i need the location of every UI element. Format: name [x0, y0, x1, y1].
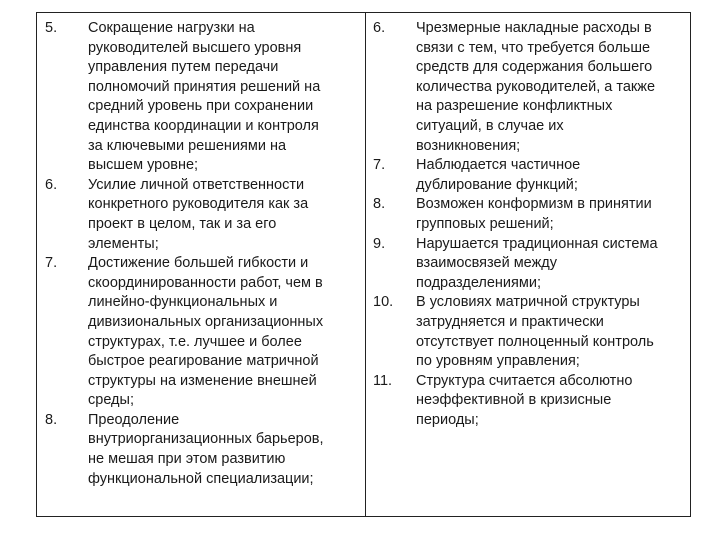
text-line: В условиях матричной структуры	[416, 294, 640, 311]
comparison-table	[36, 12, 691, 517]
text-line: Усилие личной ответственности	[88, 176, 305, 193]
text-line: связи с тем, что требуется больше	[416, 39, 651, 56]
text-line: структуры на изменение внешней	[88, 372, 317, 389]
text-line: на разрешение конфликтных	[416, 98, 613, 115]
text-line: конкретного руководителя как за	[88, 196, 309, 213]
text-line: ситуаций, в случае их	[416, 117, 564, 134]
text-line: средств для содержания большего	[416, 59, 653, 76]
list-item	[37, 411, 365, 489]
text-line: Чрезмерные накладные расходы в	[416, 20, 652, 36]
text-line: подразделениями;	[416, 274, 541, 291]
text-line: внутриорганизационных барьеров,	[88, 431, 324, 448]
text-line: полномочий принятия решений на	[88, 78, 321, 95]
item-text	[416, 19, 686, 156]
text-line: отсутствует полноценный контроль	[416, 333, 654, 350]
text-line: Нарушается традиционная система	[416, 235, 658, 252]
item-text	[88, 411, 358, 489]
item-number: 6.	[45, 176, 58, 193]
item-number: 11.	[373, 372, 393, 389]
list-item	[366, 372, 691, 431]
text-line: дивизиональных организационных	[88, 313, 324, 330]
text-line: управления путем передачи	[88, 59, 279, 76]
list-item	[37, 176, 365, 254]
item-text	[88, 19, 358, 176]
text-line: проект в целом, так и за его	[88, 215, 277, 232]
item-text	[416, 156, 686, 195]
item-text	[88, 176, 358, 254]
item-number: 7.	[45, 255, 58, 272]
list-item	[366, 195, 691, 234]
item-number: 10.	[373, 294, 394, 311]
text-line: быстрое реагирование матричной	[88, 353, 319, 370]
list-item	[37, 254, 365, 411]
text-line: высшем уровне;	[88, 157, 199, 174]
advantages-column	[37, 19, 365, 489]
text-line: затрудняется и практически	[416, 313, 604, 330]
list-item	[366, 156, 691, 195]
text-line: единства координации и контроля	[88, 117, 319, 134]
text-line: структурах, т.е. лучшее и более	[88, 333, 302, 350]
item-number: 8.	[45, 411, 58, 428]
list-item	[37, 19, 365, 176]
text-line: за ключевыми решениями на	[88, 137, 287, 154]
text-line: средний уровень при сохранении	[88, 98, 314, 115]
item-number: 5.	[45, 20, 58, 36]
disadvantages-column	[366, 19, 691, 430]
text-line: групповых решений;	[416, 215, 554, 232]
item-text	[416, 195, 686, 234]
list-item	[366, 235, 691, 294]
text-line: Возможен конформизм в принятии	[416, 196, 652, 213]
item-text	[416, 372, 686, 431]
text-line: по уровням управления;	[416, 353, 580, 370]
text-line: элементы;	[88, 235, 159, 252]
item-number: 7.	[373, 157, 386, 174]
text-line: возникновения;	[416, 137, 521, 154]
text-line: руководителей высшего уровня	[88, 39, 302, 56]
item-number: 6.	[373, 20, 386, 36]
list-item	[366, 293, 691, 371]
text-line: взаимосвязей между	[416, 255, 557, 272]
text-line: Сокращение нагрузки на	[88, 20, 255, 36]
item-number: 9.	[373, 235, 386, 252]
item-text	[88, 254, 358, 411]
item-number: 8.	[373, 196, 386, 213]
text-line: Преодоление	[88, 411, 180, 428]
text-line: не мешая при этом развитию	[88, 451, 286, 468]
text-line: дублирование функций;	[416, 176, 578, 193]
text-line: неэффективной в кризисные	[416, 392, 612, 409]
text-line: периоды;	[416, 411, 479, 428]
item-text	[416, 293, 686, 371]
text-line: Наблюдается частичное	[416, 157, 581, 174]
text-line: Структура считается абсолютно	[416, 372, 633, 389]
text-line: линейно-функциональных и	[88, 294, 278, 311]
item-text	[416, 235, 686, 294]
text-line: скоординированности работ, чем в	[88, 274, 323, 291]
text-line: Достижение большей гибкости и	[88, 255, 309, 272]
text-line: функциональной специализации;	[88, 470, 314, 487]
text-line: среды;	[88, 392, 134, 409]
list-item	[366, 19, 691, 156]
text-line: количества руководителей, а также	[416, 78, 656, 95]
